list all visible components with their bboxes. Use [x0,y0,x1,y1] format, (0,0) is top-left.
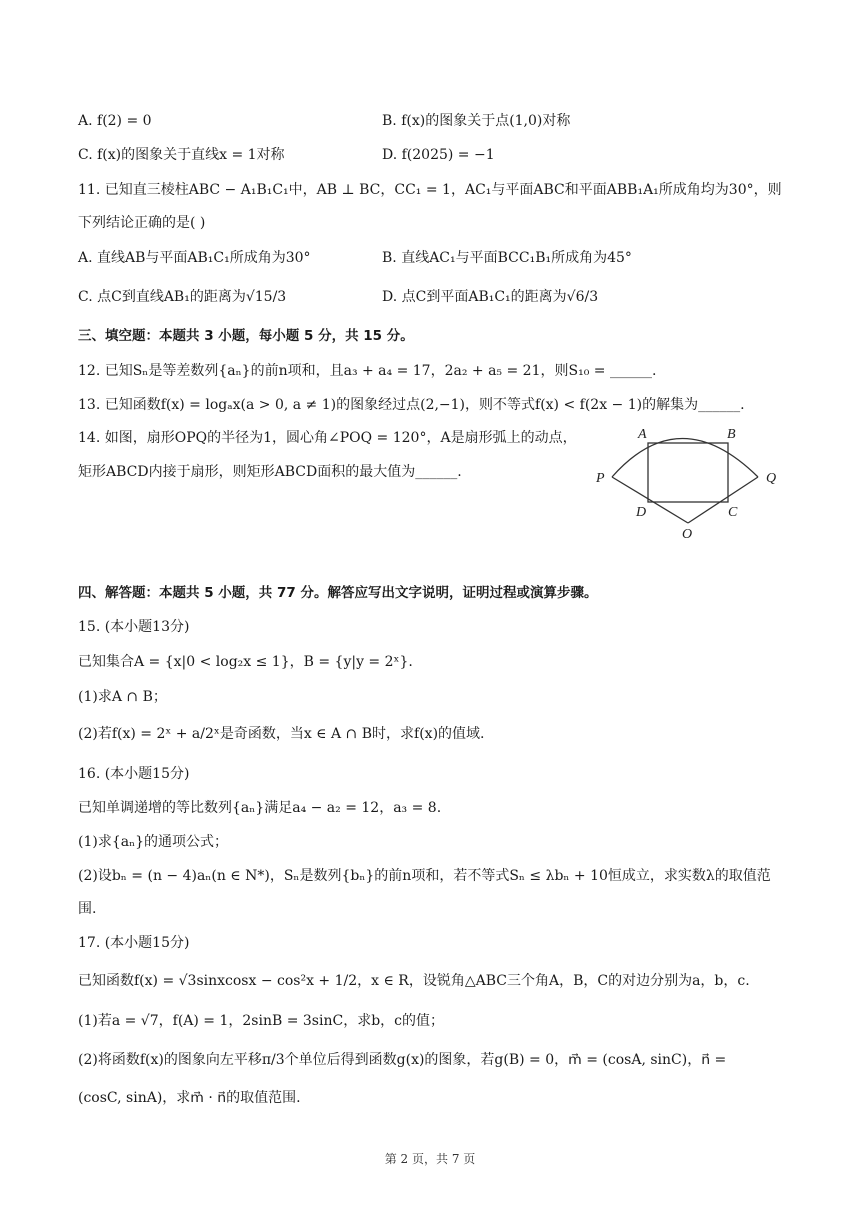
label-p: P [596,471,605,486]
q17-part1: (1)若a = √7，f(A) = 1，2sinB = 3sinC，求b，c的值； [78,1013,444,1029]
q15-part2: (2)若f(x) = 2ˣ + a/2ˣ是奇函数，当x ∈ A ∩ B时，求f(x)的值域. [78,726,485,742]
q13-text: 13. 已知函数f(x) = logₐx(a > 0, a ≠ 1)的图象经过点(2,−1)，则不等式f(x) < f(2x − 1)的解集为______. [78,397,745,413]
q10-option-b: B. f(x)的图象关于点(1,0)对称 [382,113,571,129]
q10-option-a: A. f(2) = 0 [78,113,152,129]
q11-option-a: A. 直线AB与平面AB₁C₁所成角为30° [78,250,311,266]
q14-line1: 14. 如图，扇形OPQ的半径为1，圆心角∠POQ = 120°，A是扇形弧上的动点， [78,430,577,446]
page-footer: 第 2 页，共 7 页 [384,1152,476,1166]
label-d: D [636,505,647,520]
sector-arc [612,439,758,478]
q16-part2-line2: 围. [78,901,97,917]
sector-figure [590,420,790,545]
q16-title: 16. (本小题15分) [78,766,190,782]
q16-part2-line1: (2)设bₙ = (n − 4)aₙ(n ∈ N*)，Sₙ是数列{bₙ}的前n项和，若不等式Sₙ ≤ λbₙ + 10恒成立，求实数λ的取值范 [78,868,771,884]
label-o: O [682,527,693,542]
q11-stem-line2: 下列结论正确的是( ) [78,215,206,231]
rectangle-abcd [648,443,728,502]
q15-part1: (1)求A ∩ B； [78,689,167,705]
label-q: Q [766,471,777,486]
q17-part2-line2: (cosC, sinA)，求m⃗ · n⃗的取值范围. [78,1090,301,1106]
section4-heading: 四、解答题：本题共 5 小题，共 77 分。解答应写出文字说明，证明过程或演算步骤。 [78,585,598,601]
q14-line2: 矩形ABCD内接于扇形，则矩形ABCD面积的最大值为______. [78,464,462,480]
q11-option-c: C. 点C到直线AB₁的距离为√15/3 [78,289,287,305]
label-c: C [728,505,738,520]
section3-heading: 三、填空题：本题共 3 小题，每小题 5 分，共 15 分。 [78,328,414,344]
radius-oq [688,477,758,523]
label-a: A [638,427,647,442]
q10-option-d: D. f(2025) = −1 [382,147,495,163]
q11-stem-line1: 11. 已知直三棱柱ABC − A₁B₁C₁中，AB ⊥ BC，CC₁ = 1，AC₁与平面ABC和平面ABB₁A₁所成角均为30°，则 [78,182,782,198]
q15-stem: 已知集合A = {x|0 < log₂x ≤ 1}，B = {y|y = 2ˣ}. [78,654,413,670]
q11-option-d: D. 点C到平面AB₁C₁的距离为√6/3 [382,289,599,305]
q17-title: 17. (本小题15分) [78,935,190,951]
q10-option-c: C. f(x)的图象关于直线x = 1对称 [78,147,285,163]
q11-option-b: B. 直线AC₁与平面BCC₁B₁所成角为45° [382,250,632,266]
q15-title: 15. (本小题13分) [78,619,190,635]
q16-part1: (1)求{aₙ}的通项公式； [78,834,229,850]
q16-stem: 已知单调递增的等比数列{aₙ}满足a₄ − a₂ = 12，a₃ = 8. [78,800,442,816]
q12-text: 12. 已知Sₙ是等差数列{aₙ}的前n项和，且a₃ + a₄ = 17，2a₂ + a₅ = 21，则S₁₀ = ______. [78,363,657,379]
label-b: B [727,427,736,442]
q17-stem: 已知函数f(x) = √3sinxcosx − cos²x + 1/2，x ∈ R，设锐角△ABC三个角A，B，C的对边分别为a，b，c. [78,973,750,989]
q17-part2-line1: (2)将函数f(x)的图象向左平移π/3个单位后得到函数g(x)的图象，若g(B) = 0，m⃗ = (cosA, sinC)，n⃗ = [78,1052,727,1068]
radius-op [612,477,688,523]
